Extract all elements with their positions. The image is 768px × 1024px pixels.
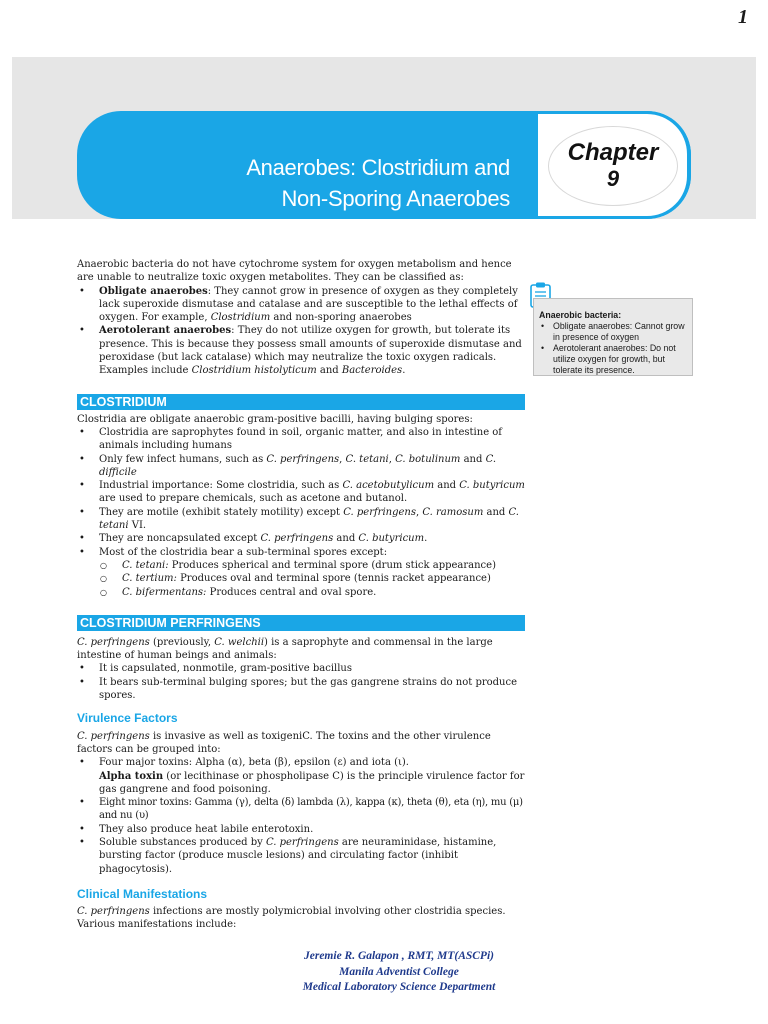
list-item: • Eight minor toxins: Gamma (γ), delta (δ) lambda (λ), kappa (κ), theta (θ), eta (η), mu (μ) and nu (υ) — [77, 796, 525, 823]
perfringens-intro: C. perfringens (previously, C. welchii) is a saprophyte and commensal in the large intestine of human beings and animals: — [77, 636, 493, 662]
subheading-clinical: Clinical Manifestations — [77, 886, 208, 901]
list-item: • Obligate anaerobes: They cannot grow in presence of oxygen as they completely lack superoxide dismutase and catalase and are susceptible to the lethal effects of oxygen. For example, Clostridium and non-sporing anaerobes — [77, 285, 525, 325]
list-item: • Industrial importance: Some clostridia, such as C. acetobutylicum and C. butyricum are used to prepare chemicals, such as acetone and butanol. — [77, 479, 525, 506]
chapter-title — [200, 152, 510, 214]
main-content — [77, 258, 525, 932]
list-item: ○ C. bifermentans: Produces central and oval spore. — [77, 586, 525, 599]
chapter-title-line-1: Anaerobes: Clostridium and — [246, 155, 510, 180]
subheading-virulence: Virulence Factors — [77, 711, 178, 726]
side-note-item: • Obligate anaerobes: Cannot grow in presence of oxygen — [539, 321, 687, 343]
spore-exceptions-list — [77, 559, 525, 599]
list-item: • They are motile (exhibit stately motility) except C. perfringens, C. ramosum and C. tetani VI. — [77, 506, 525, 533]
virulence-list — [77, 756, 525, 876]
list-item: • They are noncapsulated except C. perfringens and C. butyricum. — [77, 532, 525, 545]
list-item: • Soluble substances produced by C. perfringens are neuraminidase, histamine, bursting factor (produce muscle lesions) and circulating factor (inhibit phagocytosis). — [77, 836, 525, 876]
list-item: • Clostridia are saprophytes found in soil, organic matter, and also in intestine of animals including humans — [77, 426, 525, 453]
clinical-intro: C. perfringens infections are mostly polymicrobial involving other clostridia species. Various manifestations include: — [77, 906, 506, 931]
virulence-intro: C. perfringens is invasive as well as toxigeniC. The toxins and the other virulence factors can be grouped into: — [77, 730, 491, 755]
page-number: 1 — [738, 6, 748, 28]
section-heading-clostridium: CLOSTRIDIUM — [77, 394, 525, 410]
list-item: • It is capsulated, nonmotile, gram-positive bacillus — [77, 662, 525, 675]
chapter-label: Chapter — [567, 139, 659, 166]
side-note-title: Anaerobic bacteria: — [539, 310, 622, 320]
list-item: • Four major toxins: Alpha (α), beta (β), epsilon (ε) and iota (ι). Alpha toxin (or lecithinase or phospholipase C) is the principle virulence factor for gas gangrene and food poisoning. — [77, 756, 525, 796]
footer-author: Jeremie R. Galapon , RMT, MT(ASCPi) — [304, 950, 494, 962]
list-item: ○ C. tertium: Produces oval and terminal spore (tennis racket appearance) — [77, 572, 525, 585]
list-item: • Only few infect humans, such as C. perfringens, C. tetani, C. botulinum and C. difficile — [77, 453, 525, 480]
chapter-number: 9 — [606, 166, 620, 191]
footer-credits — [200, 949, 598, 996]
list-item: ○ C. tetani: Produces spherical and terminal spore (drum stick appearance) — [77, 559, 525, 572]
side-note-list — [539, 321, 687, 376]
perfringens-list — [77, 662, 525, 702]
list-item: • Most of the clostridia bear a sub-terminal spores except: — [77, 546, 525, 559]
clostridium-list — [77, 426, 525, 559]
list-item: • Aerotolerant anaerobes: They do not utilize oxygen for growth, but tolerate its presence. This is because they possess small amounts of superoxide dismutase and peroxidase (but lack catalase) which may neutralize the toxic oxygen radicals. Examples include Clostridium histolyticum and Bacteroides. — [77, 324, 525, 377]
anaerobe-types-list — [77, 285, 525, 378]
chapter-title-line-2: Non-Sporing Anaerobes — [281, 186, 510, 211]
clostridium-intro: Clostridia are obligate anaerobic gram-positive bacilli, having bulging spores: — [77, 413, 473, 425]
section-heading-perfringens: CLOSTRIDIUM PERFRINGENS — [77, 615, 525, 631]
side-note — [533, 298, 693, 376]
list-item: • They also produce heat labile enterotoxin. — [77, 823, 525, 836]
list-item: • It bears sub-terminal bulging spores; but the gas gangrene strains do not produce spores. — [77, 676, 525, 703]
chapter-badge — [548, 126, 678, 206]
footer-institution: Manila Adventist College — [339, 965, 459, 978]
intro-paragraph: Anaerobic bacteria do not have cytochrome system for oxygen metabolism and hence are unable to neutralize toxic oxygen metabolites. They can be classified as: — [77, 259, 512, 284]
side-note-item: • Aerotolerant anaerobes: Do not utilize oxygen for growth, but tolerate its presence. — [539, 343, 687, 376]
footer-department: Medical Laboratory Science Department — [302, 981, 496, 993]
